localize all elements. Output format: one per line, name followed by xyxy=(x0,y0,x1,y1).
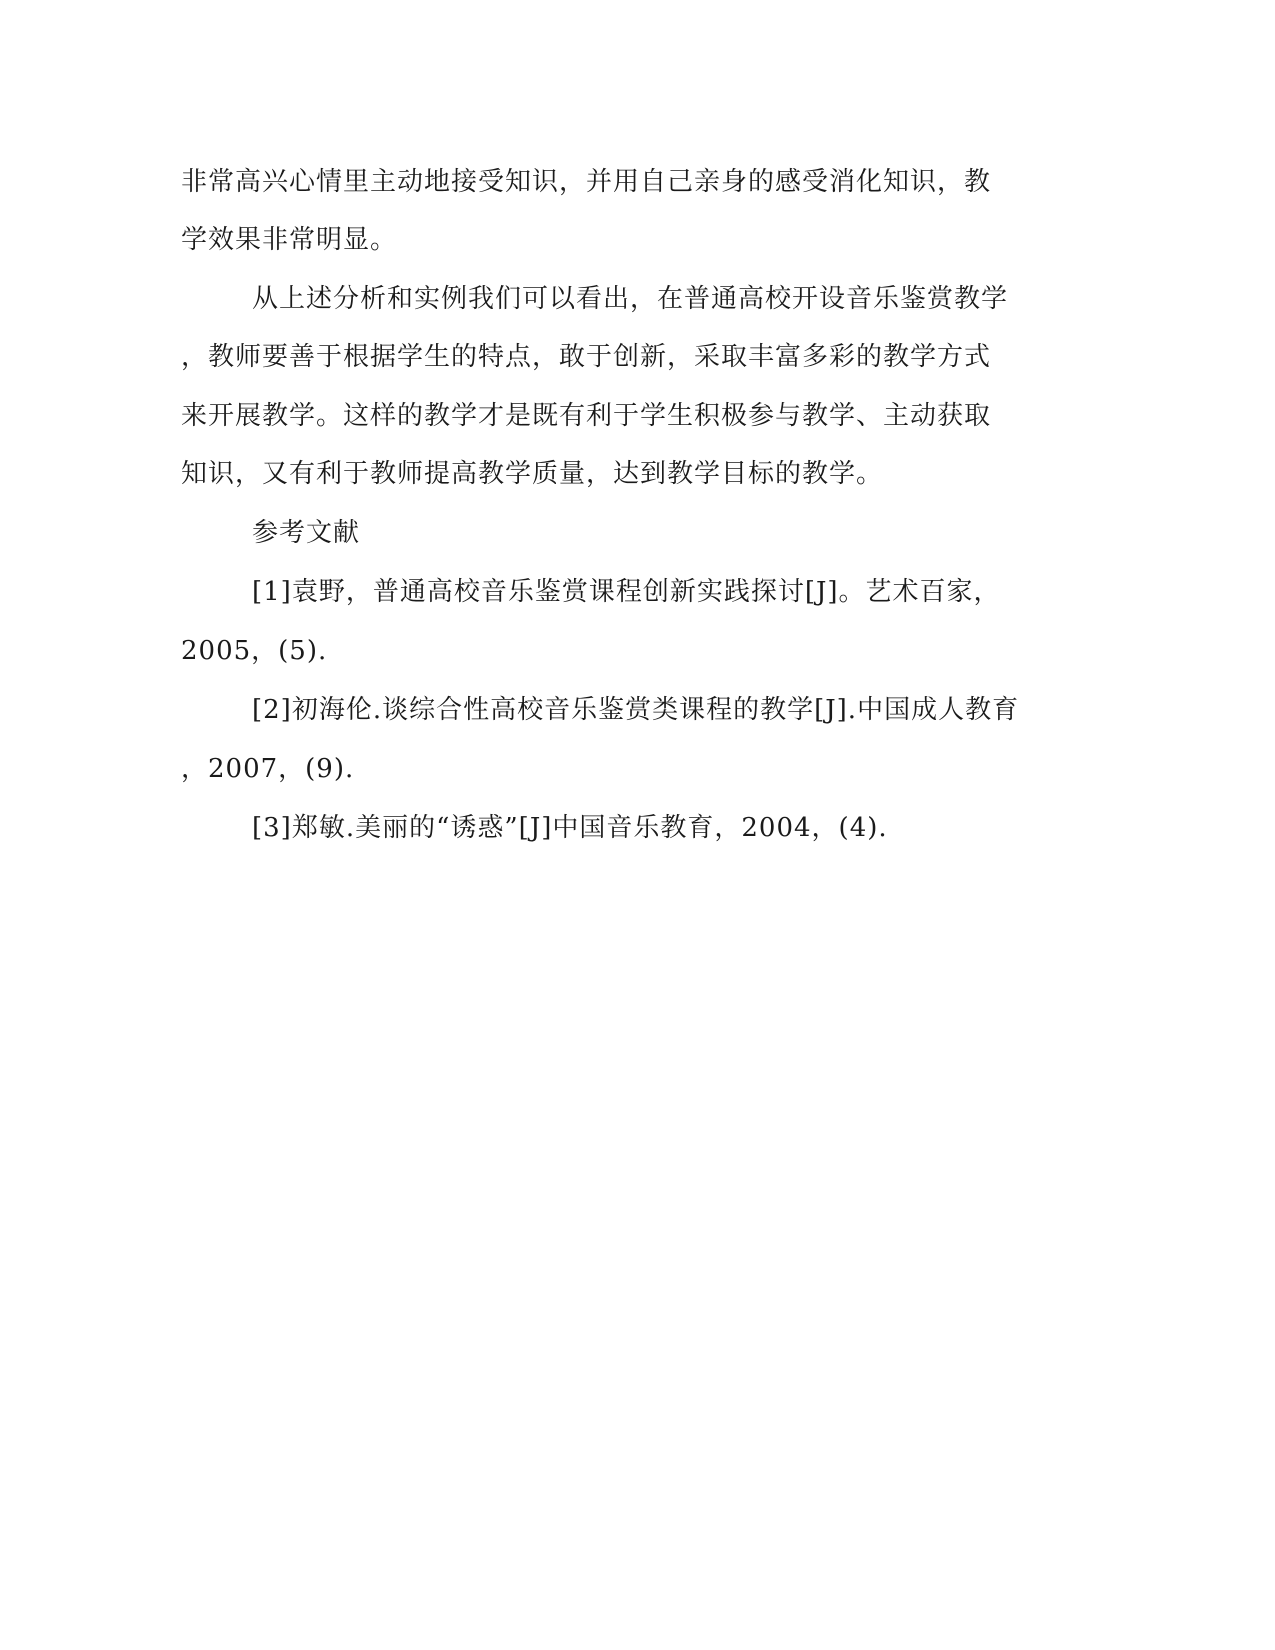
paragraph-2-line-2: ，教师要善于根据学生的特点，敢于创新，采取丰富多彩的教学方式 xyxy=(181,342,992,372)
paragraph-2-line-4: 知识，又有利于教师提高教学质量，达到教学目标的教学。 xyxy=(181,459,884,489)
reference-1-line-2: 2005，(5). xyxy=(181,636,328,666)
reference-1-line-1: [1]袁野，普通高校音乐鉴赏课程创新实践探讨[J]。艺术百家， xyxy=(252,577,1001,607)
paragraph-1-line-2: 学效果非常明显。 xyxy=(181,225,398,255)
paragraph-1-line-1: 非常高兴心情里主动地接受知识，并用自己亲身的感受消化知识，教 xyxy=(181,167,992,197)
paragraph-2-line-3: 来开展教学。这样的教学才是既有利于学生积极参与教学、主动获取 xyxy=(181,401,992,431)
reference-2-line-2: ，2007，(9). xyxy=(181,754,355,784)
reference-2-line-1: [2]初海伦.谈综合性高校音乐鉴赏类课程的教学[J].中国成人教育 xyxy=(252,695,1020,725)
paragraph-2-line-1: 从上述分析和实例我们可以看出，在普通高校开设音乐鉴赏教学 xyxy=(252,284,1009,314)
reference-3-line-1: [3]郑敏.美丽的“诱惑”[J]中国音乐教育，2004，(4). xyxy=(252,813,888,843)
references-heading: 参考文献 xyxy=(252,518,361,548)
